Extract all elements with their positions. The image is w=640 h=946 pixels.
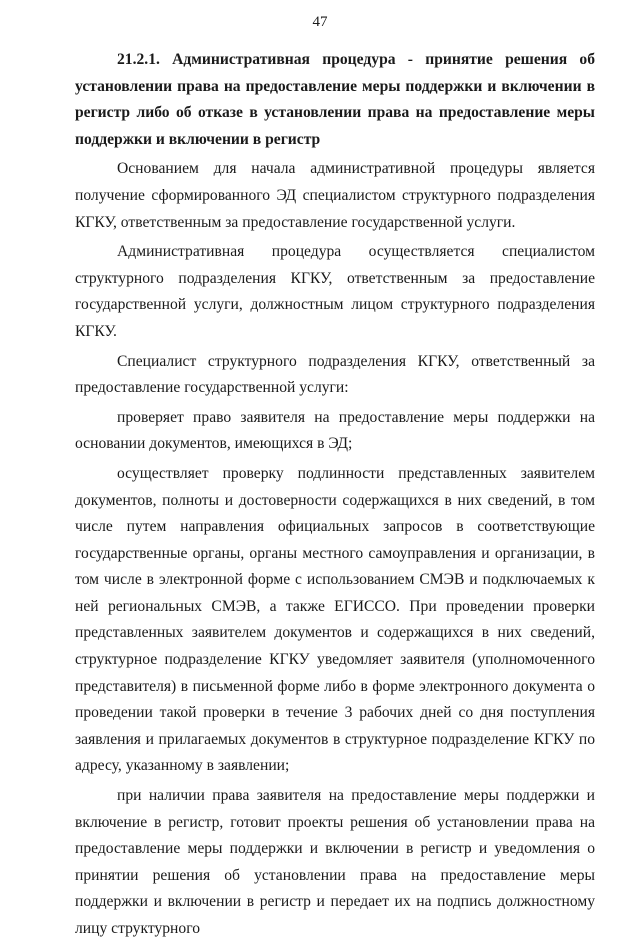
section-number: 21.2.1.	[117, 51, 160, 68]
paragraph-decision-drafts: при наличии права заявителя на предоставление меры поддержки и включение в регистр, готовит проекты решения об установлении права на предоставление меры поддержки и включении в регистр и уведомления о принятии решения об установлении права на предоставление меры поддержки и включении в регистр и передает их на подпись должностному лицу структурного	[75, 787, 595, 937]
paragraph-specialist-intro: Специалист структурного подразделения КГКУ, ответственный за предоставление государственной услуги:	[75, 352, 595, 397]
section-heading	[75, 47, 595, 153]
paragraph-checks-right: проверяет право заявителя на предоставление меры поддержки на основании документов, имеющихся в ЭД;	[75, 408, 595, 453]
paragraph-procedure-performer: Административная процедура осуществляется специалистом структурного подразделения КГКУ, ответственным за предоставление государственной услуги, должностным лицом структурного подразделения КГКУ.	[75, 243, 595, 340]
page-number: 47	[312, 14, 328, 30]
section-title: Административная процедура - принятие решения об установлении права на предоставление меры поддержки и включении в регистр либо об отказе в установлении права на предоставление меры поддержки и включении в регистр	[75, 51, 595, 148]
paragraph-verification: осуществляет проверку подлинности представленных заявителем документов, полноты и достоверности содержащихся в них сведений, в том числе путем направления официальных запросов в соответствующие государственные органы, органы местного самоуправления и организации, в том числе в электронной форме с использованием СМЭВ и подключаемых к ней региональных СМЭВ, а также ЕГИССО. При проведении проверки представленных заявителем документов и содержащихся в них сведений, структурное подразделение КГКУ уведомляет заявителя (уполномоченного представителя) в письменной форме либо в форме электронного документа о проведении такой проверки в течение 3 рабочих дней со дня поступления заявления и прилагаемых документов в структурное подразделение КГКУ по адресу, указанному в заявлении;	[75, 464, 595, 775]
document-body	[75, 47, 595, 946]
paragraph-basis: Основанием для начала административной процедуры является получение сформированного ЭД специалистом структурного подразделения КГКУ, ответственным за предоставление государственной услуги.	[75, 160, 595, 231]
